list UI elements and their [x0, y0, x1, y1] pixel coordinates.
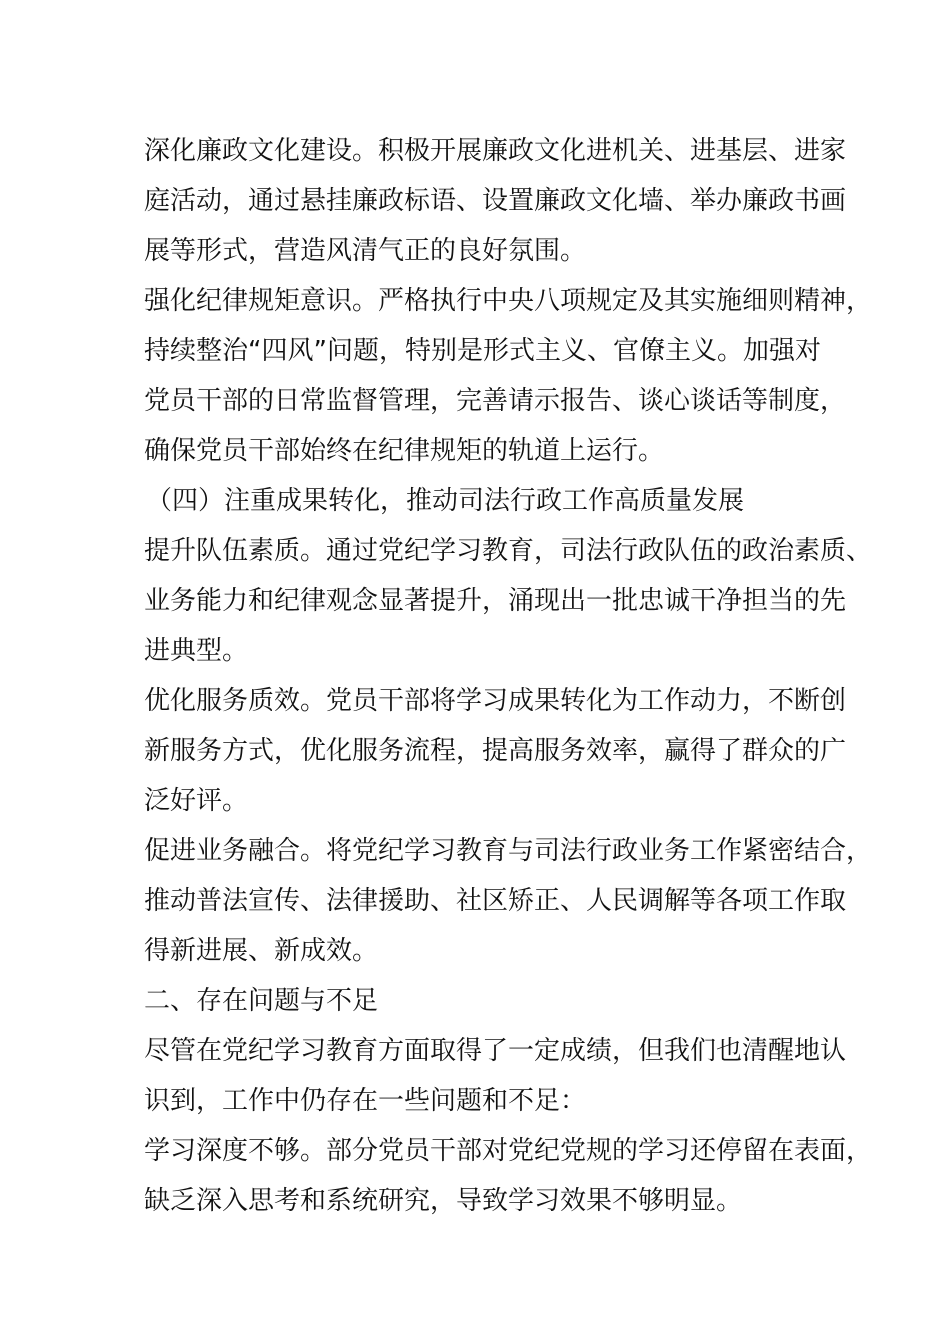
text-line: 确保党员干部始终在纪律规矩的轨道上运行。 — [144, 436, 665, 466]
text-line: 庭活动，通过悬挂廉政标语、设置廉政文化墙、举办廉政书画 — [144, 186, 847, 216]
section-heading: 二、存在问题与不足 — [144, 986, 379, 1016]
document-body — [144, 126, 873, 1226]
text-line: 强化纪律规矩意识。严格执行中央八项规定及其实施细则精神， — [144, 286, 873, 316]
text-line: 促进业务融合。将党纪学习教育与司法行政业务工作紧密结合， — [144, 836, 873, 866]
text-line: 优化服务质效。党员干部将学习成果转化为工作动力，不断创 — [144, 686, 847, 716]
text-line: 推动普法宣传、法律援助、社区矫正、人民调解等各项工作取 — [144, 886, 847, 916]
text-line: 业务能力和纪律观念显著提升，涌现出一批忠诚干净担当的先 — [144, 586, 847, 616]
text-line: 党员干部的日常监督管理，完善请示报告、谈心谈话等制度， — [144, 386, 847, 416]
text-line: 识到，工作中仍存在一些问题和不足： — [144, 1086, 587, 1116]
text-line: 提升队伍素质。通过党纪学习教育，司法行政队伍的政治素质、 — [144, 536, 873, 566]
text-line: 得新进展、新成效。 — [144, 936, 379, 966]
text-line: 持续整治“四风”问题，特别是形式主义、官僚主义。加强对 — [144, 336, 821, 366]
text-line: 新服务方式，优化服务流程，提高服务效率，赢得了群众的广 — [144, 736, 847, 766]
text-line: 泛好评。 — [144, 786, 249, 816]
text-line: 学习深度不够。部分党员干部对党纪党规的学习还停留在表面， — [144, 1136, 873, 1166]
text-line: 进典型。 — [144, 636, 249, 666]
text-line: 尽管在党纪学习教育方面取得了一定成绩，但我们也清醒地认 — [144, 1036, 847, 1066]
text-line: 缺乏深入思考和系统研究，导致学习效果不够明显。 — [144, 1186, 743, 1216]
text-line: 展等形式，营造风清气正的良好氛围。 — [144, 236, 587, 266]
text-line: 深化廉政文化建设。积极开展廉政文化进机关、进基层、进家 — [144, 136, 847, 166]
section-heading: （四）注重成果转化，推动司法行政工作高质量发展 — [146, 486, 745, 516]
